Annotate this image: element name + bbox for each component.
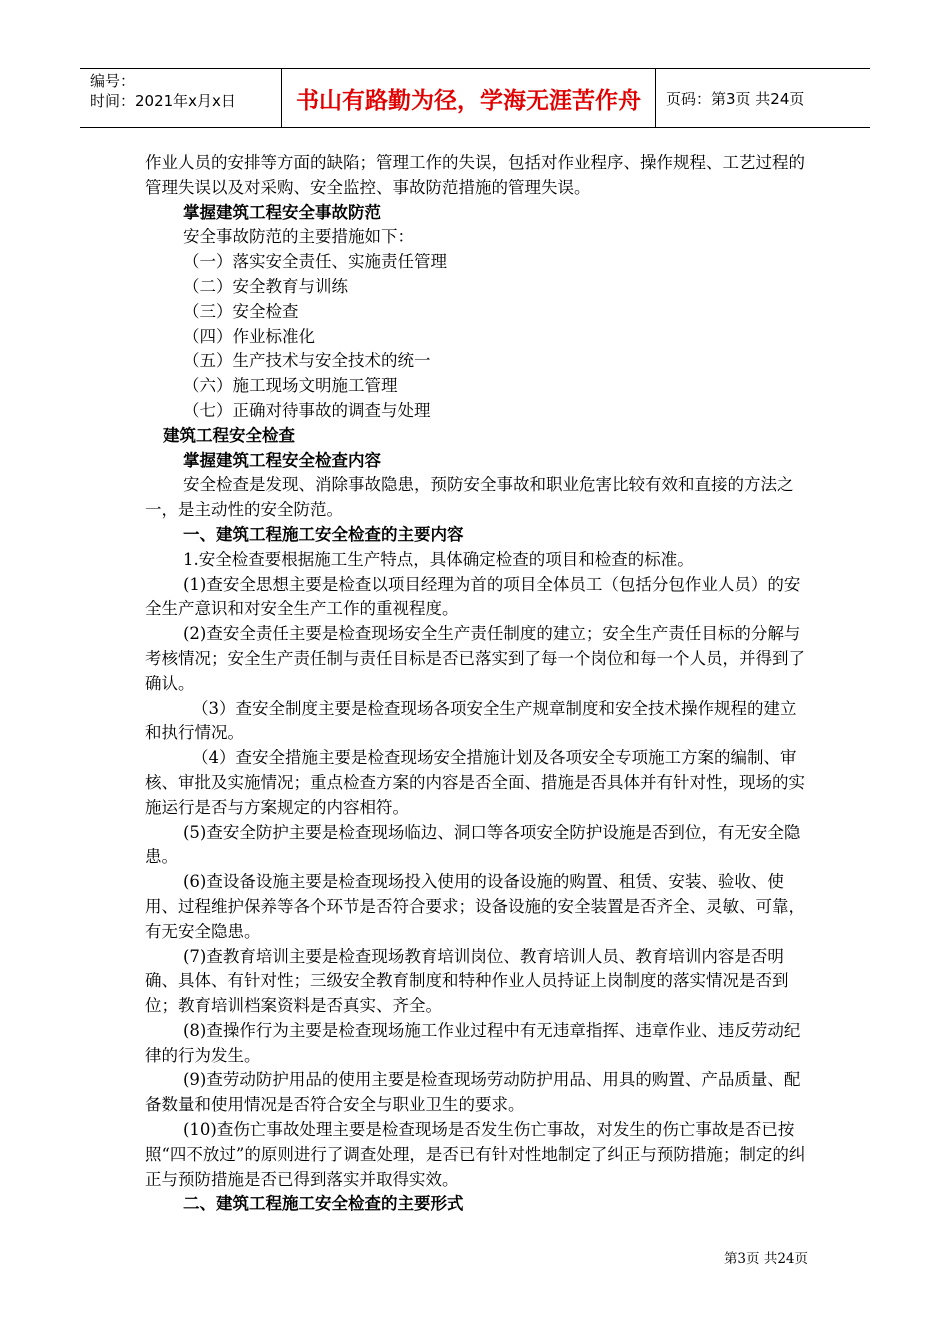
paragraph-item-1: 1.安全检查要根据施工生产特点，具体确定检查的项目和检查的标准。 [183, 549, 694, 569]
paragraph-check-8: (8)查操作行为主要是检查现场施工作业过程中有无违章指挥、违章作业、违反劳动纪律的行为发生。 [145, 1020, 801, 1065]
paragraph-check-6: (6)查设备设施主要是检查现场投入使用的设备设施的购置、租赁、安装、验收、使用、过程维护保养等各个环节是否符合要求；设备设施的安全装置是否齐全、灵敏、可靠，有无安全隐患。 [145, 872, 805, 941]
paragraph-check-1: (1)查安全思想主要是检查以项目经理为首的项目全体员工（包括分包作业人员）的安全生产意识和对安全生产工作的重视程度。 [145, 574, 801, 619]
page-header [80, 68, 870, 128]
paragraph-inspection-definition: 安全检查是发现、消除事故隐患，预防安全事故和职业危害比较有效和直接的方法之一，是主动性的安全防范。 [145, 475, 794, 520]
date-line: 时间：2021年x月x日 [90, 92, 236, 110]
list-item: （三）安全检查 [183, 301, 299, 321]
heading-prevention: 掌握建筑工程安全事故防范 [183, 202, 381, 222]
list-item: （二）安全教育与训练 [183, 276, 348, 296]
page-footer-number: 第3页 共24页 [723, 1251, 808, 1267]
paragraph-check-4: （4）查安全措施主要是检查现场安全措施计划及各项安全专项施工方案的编制、审核、审批及实施情况；重点检查方案的内容是否全面、措施是否具体并有针对性，现场的实施运行是否与方案规定的内容相符。 [145, 748, 805, 817]
paragraph-check-3: （3）查安全制度主要是检查现场各项安全生产规章制度和安全技术操作规程的建立和执行情况。 [145, 698, 797, 743]
heading-main-content: 一、建筑工程施工安全检查的主要内容 [183, 524, 464, 544]
heading-inspection: 建筑工程安全检查 [163, 425, 295, 445]
list-item: （六）施工现场文明施工管理 [183, 376, 398, 396]
list-item: （七）正确对待事故的调查与处理 [183, 400, 431, 420]
paragraph-check-7: (7)查教育培训主要是检查现场教育培训岗位、教育培训人员、教育培训内容是否明确、具体、有针对性；三级安全教育制度和特种作业人员持证上岗制度的落实情况是否到位；教育培训档案资料是否真实、齐全。 [145, 946, 789, 1016]
list-item: （五）生产技术与安全技术的统一 [183, 351, 431, 371]
list-item: （一）落实安全责任、实施责任管理 [183, 252, 447, 272]
heading-inspection-content: 掌握建筑工程安全检查内容 [183, 450, 381, 470]
paragraph-check-2: (2)查安全责任主要是检查现场安全生产责任制度的建立；安全生产责任目标的分解与考核情况；安全生产责任制与责任目标是否已落实到了每一个岗位和每一个人员，并得到了确认。 [145, 624, 805, 693]
serial-number-label: 编号： [90, 72, 136, 90]
header-meta [80, 69, 282, 127]
paragraph-check-5: (5)查安全防护主要是检查现场临边、洞口等各项安全防护设施是否到位，有无安全隐患。 [145, 822, 801, 867]
header-motto: 书山有路勤为径，学海无涯苦作舟 [282, 69, 656, 127]
list-item: （四）作业标准化 [183, 326, 315, 346]
document-body [145, 151, 810, 1217]
paragraph-check-10: (10)查伤亡事故处理主要是检查现场是否发生伤亡事故，对发生的伤亡事故是否已按照“四不放过”的原则进行了调查处理，是否已有针对性地制定了纠正与预防措施；制定的纠正与预防措施是否已得到落实并取得实效。 [145, 1120, 806, 1189]
paragraph-intro: 作业人员的安排等方面的缺陷；管理工作的失误，包括对作业程序、操作规程、工艺过程的管理失误以及对采购、安全监控、事故防范措施的管理失误。 [145, 153, 805, 197]
paragraph-measures-intro: 安全事故防范的主要措施如下： [183, 227, 414, 247]
header-page-label: 页码：第3页 共24页 [666, 89, 805, 108]
heading-main-forms: 二、建筑工程施工安全检查的主要形式 [183, 1194, 464, 1214]
paragraph-check-9: (9)查劳动防护用品的使用主要是检查现场劳动防护用品、用具的购置、产品质量、配备数量和使用情况是否符合安全与职业卫生的要求。 [145, 1070, 801, 1115]
